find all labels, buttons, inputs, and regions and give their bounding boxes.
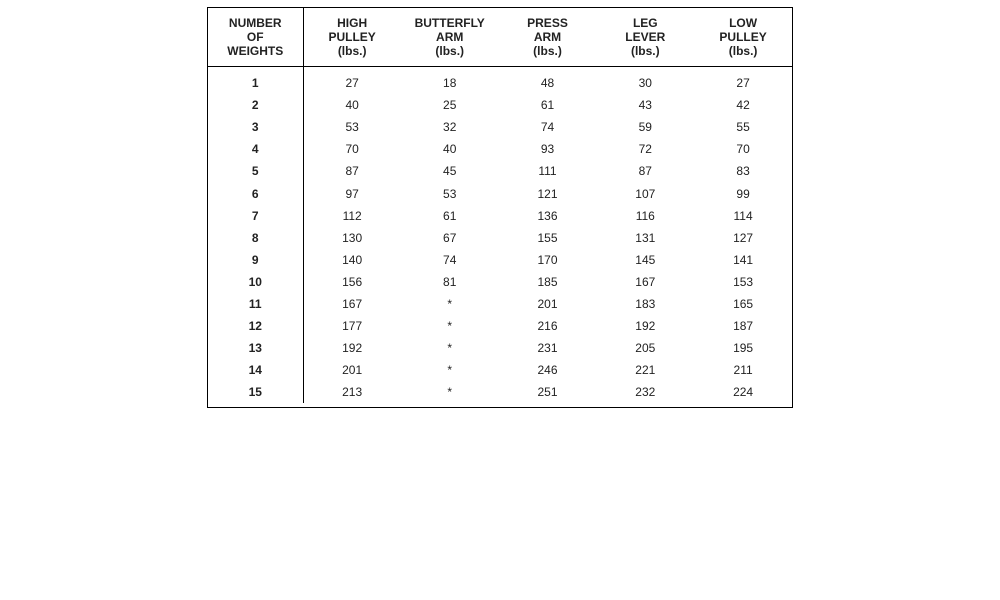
leg-lever-cell: 183 <box>635 296 656 311</box>
butterfly-arm-cell: 53 <box>443 186 457 201</box>
table-row <box>208 271 792 293</box>
number-of-weights-cell: 11 <box>208 293 303 315</box>
press-arm-cell: 201 <box>537 296 558 311</box>
leg-lever-cell: 192 <box>635 319 656 334</box>
number-of-weights-cell: 6 <box>208 182 303 204</box>
number-of-weights-cell: 7 <box>208 205 303 227</box>
high-pulley-cell: 167 <box>342 296 363 311</box>
butterfly-arm-cell: 61 <box>443 208 457 223</box>
press-arm-header <box>499 8 597 67</box>
high-pulley-cell: 40 <box>345 98 359 113</box>
leg-lever-cell: 30 <box>638 76 652 91</box>
low-pulley-cell: 114 <box>733 208 753 223</box>
header-line: PULLEY <box>328 30 376 44</box>
low-pulley-cell: 99 <box>736 186 750 201</box>
number-of-weights-cell: 15 <box>208 381 303 403</box>
butterfly-arm-cell: 45 <box>443 164 457 179</box>
leg-lever-cell: 167 <box>635 274 656 289</box>
high-pulley-cell: 192 <box>342 341 363 356</box>
press-arm-cell: 136 <box>537 208 558 223</box>
number-of-weights-header <box>208 8 303 67</box>
butterfly-arm-cell: 25 <box>443 98 457 113</box>
header-line: LEVER <box>625 30 666 44</box>
leg-lever-cell: 107 <box>635 186 656 201</box>
low-pulley-cell: 195 <box>733 341 754 356</box>
leg-lever-cell: 43 <box>638 98 652 113</box>
leg-lever-header <box>596 8 694 67</box>
press-arm-cell: 246 <box>537 363 558 378</box>
leg-lever-cell: 72 <box>638 142 652 157</box>
butterfly-arm-cell: 32 <box>443 120 457 135</box>
low-pulley-cell: 70 <box>736 142 750 157</box>
high-pulley-cell: 53 <box>345 120 359 135</box>
low-pulley-cell: 187 <box>733 319 754 334</box>
table-row <box>208 116 792 138</box>
high-pulley-cell: 140 <box>342 252 363 267</box>
high-pulley-cell: 112 <box>342 208 362 223</box>
high-pulley-cell: 201 <box>342 363 363 378</box>
press-arm-cell: 121 <box>537 186 558 201</box>
table-row <box>208 381 792 403</box>
header-line: LOW <box>729 16 758 30</box>
press-arm-cell: 61 <box>540 98 555 113</box>
high-pulley-cell: 130 <box>342 230 363 245</box>
press-arm-cell: 251 <box>537 385 558 400</box>
header-line: LEG <box>632 16 658 30</box>
table-row <box>208 205 792 227</box>
low-pulley-cell: 153 <box>733 274 754 289</box>
number-of-weights-cell: 2 <box>208 94 303 116</box>
high-pulley-header <box>303 8 401 67</box>
number-of-weights-cell: 13 <box>208 337 303 359</box>
butterfly-arm-cell: 67 <box>443 230 457 245</box>
weight-resistance-table <box>207 7 793 408</box>
number-of-weights-cell: 1 <box>208 67 303 95</box>
press-arm-cell: 170 <box>537 252 558 267</box>
table-body <box>208 67 792 404</box>
high-pulley-cell: 87 <box>345 164 359 179</box>
high-pulley-cell: 70 <box>345 142 359 157</box>
header-row <box>208 8 792 67</box>
low-pulley-cell: 165 <box>733 296 754 311</box>
header-line: ARM <box>436 30 464 44</box>
press-arm-cell: 93 <box>540 142 555 157</box>
low-pulley-cell: 141 <box>733 252 754 267</box>
press-arm-cell: 216 <box>537 319 558 334</box>
header-line: (lbs.) <box>630 44 660 58</box>
high-pulley-cell: 213 <box>342 385 363 400</box>
table-row <box>208 94 792 116</box>
leg-lever-cell: 232 <box>635 385 656 400</box>
number-of-weights-cell: 8 <box>208 227 303 249</box>
leg-lever-cell: 221 <box>635 363 656 378</box>
table-row <box>208 337 792 359</box>
table-row <box>208 293 792 315</box>
number-of-weights-cell: 12 <box>208 315 303 337</box>
header-line: WEIGHTS <box>227 44 284 58</box>
butterfly-arm-cell: * <box>447 341 453 356</box>
butterfly-arm-cell: * <box>447 363 453 378</box>
number-of-weights-cell: 9 <box>208 249 303 271</box>
press-arm-cell: 185 <box>537 274 558 289</box>
butterfly-arm-cell: 74 <box>443 252 457 267</box>
press-arm-cell: 48 <box>540 76 555 91</box>
high-pulley-cell: 156 <box>342 274 363 289</box>
high-pulley-cell: 177 <box>342 319 363 334</box>
table-row <box>208 182 792 204</box>
header-line: OF <box>246 30 264 44</box>
table-row <box>208 67 792 95</box>
header-line: (lbs.) <box>728 44 758 58</box>
number-of-weights-cell: 4 <box>208 138 303 160</box>
header-line: PULLEY <box>719 30 767 44</box>
press-arm-cell: 74 <box>540 120 555 135</box>
low-pulley-cell: 127 <box>733 230 754 245</box>
butterfly-arm-cell: * <box>447 385 453 400</box>
table-row <box>208 359 792 381</box>
table-row <box>208 249 792 271</box>
low-pulley-cell: 55 <box>736 120 750 135</box>
low-pulley-cell: 224 <box>733 385 754 400</box>
number-of-weights-cell: 3 <box>208 116 303 138</box>
header-line: HIGH <box>337 16 368 30</box>
leg-lever-cell: 116 <box>635 208 655 223</box>
high-pulley-cell: 97 <box>345 186 359 201</box>
butterfly-arm-cell: 40 <box>443 142 457 157</box>
header-line: PRESS <box>527 16 568 30</box>
header-line: BUTTERFLY <box>414 16 485 30</box>
press-arm-cell: 155 <box>537 230 558 245</box>
low-pulley-cell: 42 <box>736 98 750 113</box>
table-row <box>208 160 792 182</box>
leg-lever-cell: 59 <box>638 120 652 135</box>
leg-lever-cell: 87 <box>638 164 652 179</box>
number-of-weights-cell: 5 <box>208 160 303 182</box>
butterfly-arm-cell: 18 <box>443 76 457 91</box>
leg-lever-cell: 145 <box>635 252 656 267</box>
header-line: (lbs.) <box>533 44 562 58</box>
butterfly-arm-cell: 81 <box>443 274 457 289</box>
low-pulley-cell: 83 <box>736 164 750 179</box>
butterfly-arm-cell: * <box>447 296 453 311</box>
butterfly-arm-header <box>401 8 499 67</box>
high-pulley-cell: 27 <box>345 76 359 91</box>
resistance-chart-table <box>208 8 792 403</box>
number-of-weights-cell: 10 <box>208 271 303 293</box>
leg-lever-cell: 205 <box>635 341 656 356</box>
low-pulley-header <box>694 8 792 67</box>
table-row <box>208 315 792 337</box>
press-arm-cell: 111 <box>538 164 557 179</box>
header-line: (lbs.) <box>337 44 367 58</box>
header-line: (lbs.) <box>435 44 465 58</box>
low-pulley-cell: 211 <box>733 363 753 378</box>
number-of-weights-cell: 14 <box>208 359 303 381</box>
table-row <box>208 227 792 249</box>
press-arm-cell: 231 <box>537 341 558 356</box>
table-row <box>208 138 792 160</box>
low-pulley-cell: 27 <box>736 76 750 91</box>
leg-lever-cell: 131 <box>635 230 656 245</box>
header-line: NUMBER <box>228 16 282 30</box>
header-line: ARM <box>533 30 562 44</box>
butterfly-arm-cell: * <box>447 319 453 334</box>
